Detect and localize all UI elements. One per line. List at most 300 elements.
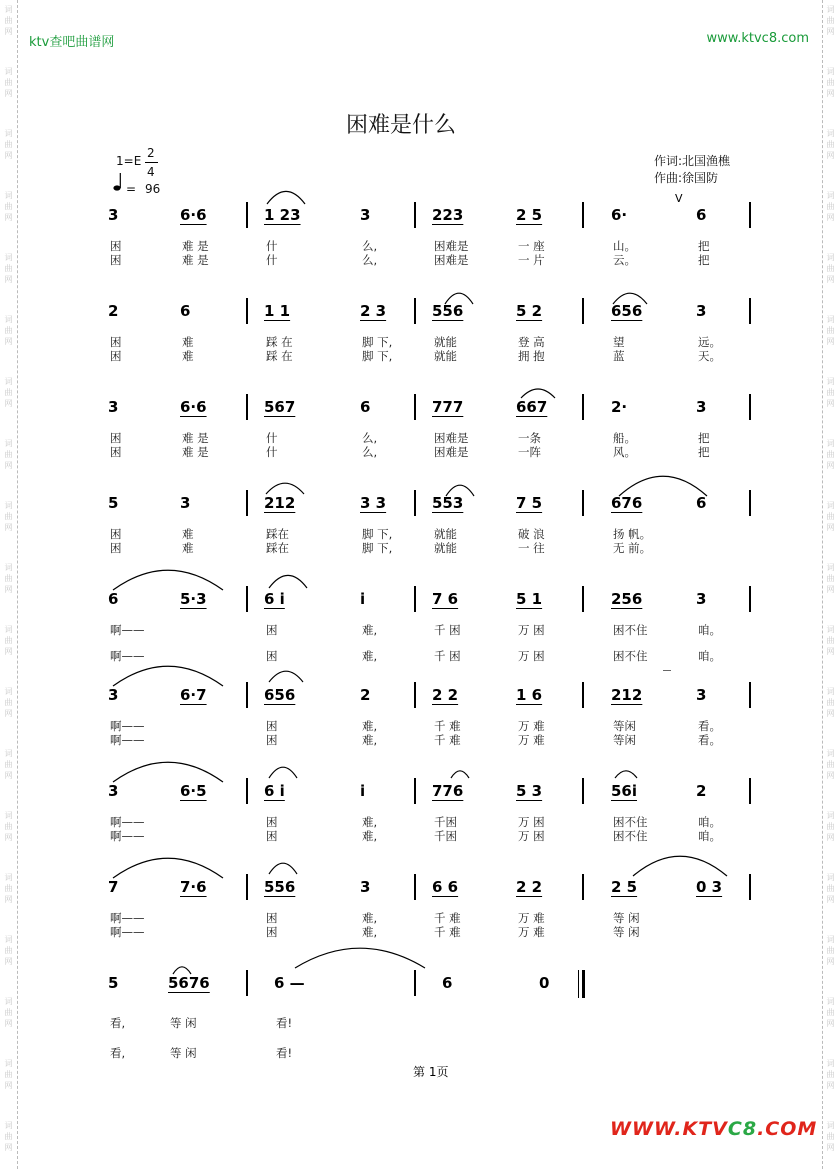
- note-group: 2: [108, 302, 119, 320]
- watermark-text: 词 曲 网: [826, 315, 835, 346]
- note-group: 3: [108, 782, 119, 800]
- lyric-syllable: 难 是: [182, 239, 209, 253]
- lyric-syllable: 困: [110, 527, 122, 541]
- note-group: 3 3: [360, 494, 387, 512]
- note-group: 1 1: [264, 302, 291, 320]
- watermark-text: 词 曲 网: [826, 5, 835, 36]
- bar-line: [749, 778, 751, 804]
- tempo-equals: =: [126, 182, 137, 196]
- logo-letter: C: [727, 1118, 743, 1140]
- bar-line: [582, 778, 584, 804]
- song-title: 困难是什么: [346, 113, 457, 138]
- note-group: 656: [611, 302, 643, 320]
- note-group: i: [360, 782, 366, 800]
- lyric-syllable: 一 片: [518, 253, 545, 267]
- note-group: 256: [611, 590, 643, 608]
- lyric-syllable: 就能: [434, 527, 457, 541]
- lyric-syllable: 把: [698, 431, 710, 445]
- watermark-text: 词 曲 网: [826, 1121, 835, 1152]
- lyric-syllable: 困: [110, 253, 122, 267]
- note-group: 56i: [611, 782, 638, 800]
- lyric-syllable: 难 是: [182, 253, 209, 267]
- lyric-syllable: 踩在: [266, 541, 289, 555]
- bar-line: [582, 298, 584, 324]
- slur-arc: [268, 574, 308, 590]
- site-logo: [610, 1118, 817, 1140]
- note-group: 3: [108, 398, 119, 416]
- note-group: 5676: [168, 974, 210, 992]
- watermark-text: 词 曲 网: [4, 439, 13, 470]
- composer-credit: 作曲:徐国防: [654, 171, 719, 185]
- lyric-syllable: 难,: [362, 733, 378, 747]
- bar-line: [246, 586, 248, 612]
- logo-letter: W: [631, 1118, 654, 1140]
- note-group: 2 5: [516, 206, 543, 224]
- logo-letter: O: [780, 1118, 798, 1140]
- slur-arc: [268, 862, 298, 876]
- slur-arc: [112, 568, 224, 592]
- lyric-syllable: 破 浪: [518, 527, 545, 541]
- time-signature-top: 2: [147, 146, 155, 160]
- slur-arc: [450, 770, 470, 780]
- slur-arc: [294, 946, 426, 970]
- lyric-syllable: 困难是: [434, 431, 469, 445]
- lyric-syllable: 等 闲: [613, 925, 640, 939]
- lyric-syllable: 咱。: [698, 649, 721, 663]
- lyric-syllable: 啊——: [110, 719, 145, 733]
- note-group: 0 3: [696, 878, 723, 896]
- final-bar-thin: [578, 970, 579, 998]
- slur-arc: [112, 664, 224, 688]
- site-url-link[interactable]: www.ktvc8.com: [706, 31, 809, 46]
- lyric-syllable: 踩 在: [266, 335, 293, 349]
- note-group: 3: [180, 494, 191, 512]
- bar-line: [414, 298, 416, 324]
- lyric-syllable: 困: [266, 815, 278, 829]
- note-group: 0: [539, 974, 550, 992]
- lyric-syllable: 咱。: [698, 815, 721, 829]
- watermark-text: 词 曲 网: [4, 997, 13, 1028]
- page-number: 第 1页: [413, 1065, 449, 1079]
- note-group: 212: [264, 494, 296, 512]
- bar-line: [246, 778, 248, 804]
- lyric-syllable: 困: [266, 733, 278, 747]
- lyric-syllable: 等 闲: [170, 1046, 197, 1060]
- bar-line: [749, 586, 751, 612]
- breath-mark: V: [675, 192, 683, 205]
- note-group: 5 3: [516, 782, 543, 800]
- lyric-syllable: 就能: [434, 335, 457, 349]
- note-group: 556: [432, 302, 464, 320]
- bar-line: [582, 394, 584, 420]
- lyric-syllable: 困: [110, 445, 122, 459]
- lyric-syllable: 啊——: [110, 815, 145, 829]
- note-group: 3: [696, 590, 707, 608]
- lyric-syllable: 脚 下,: [362, 541, 393, 555]
- lyric-syllable: 天。: [698, 349, 721, 363]
- watermark-text: 词 曲 网: [4, 1121, 13, 1152]
- lyric-syllable: 看,: [110, 1046, 126, 1060]
- slur-arc: [632, 854, 728, 878]
- watermark-text: 词 曲 网: [826, 129, 835, 160]
- watermark-text: 词 曲 网: [4, 67, 13, 98]
- lyric-syllable: 困: [266, 911, 278, 925]
- note-group: 6·5: [180, 782, 207, 800]
- lyric-syllable: 把: [698, 445, 710, 459]
- watermark-text: 词 曲 网: [4, 749, 13, 780]
- note-group: 6: [360, 398, 371, 416]
- logo-letter: C: [765, 1118, 781, 1140]
- bar-line: [246, 874, 248, 900]
- logo-letter: .: [757, 1118, 766, 1140]
- lyric-syllable: 困难是: [434, 445, 469, 459]
- note-group: 6 6: [432, 878, 459, 896]
- slur-arc: [662, 670, 672, 672]
- note-group: 6: [108, 590, 119, 608]
- note-group: 5: [108, 974, 119, 992]
- watermark-text: 词 曲 网: [826, 501, 835, 532]
- lyric-syllable: 啊——: [110, 733, 145, 747]
- site-name-link[interactable]: ktv查吧曲谱网: [29, 35, 115, 50]
- watermark-text: 词 曲 网: [826, 191, 835, 222]
- bar-line: [582, 874, 584, 900]
- note-group: 5: [108, 494, 119, 512]
- note-group: 776: [432, 782, 464, 800]
- lyric-syllable: 困不住: [613, 829, 648, 843]
- lyric-syllable: 万 难: [518, 733, 545, 747]
- lyric-syllable: 千 难: [434, 719, 461, 733]
- lyric-syllable: 云。: [613, 253, 636, 267]
- lyric-syllable: 么,: [362, 445, 378, 459]
- lyric-syllable: 脚 下,: [362, 527, 393, 541]
- lyric-syllable: 踩 在: [266, 349, 293, 363]
- lyric-syllable: 难: [182, 541, 194, 555]
- tempo-value: 96: [145, 182, 161, 196]
- lyric-syllable: 啊——: [110, 911, 145, 925]
- watermark-text: 词 曲 网: [826, 687, 835, 718]
- note-group: 3: [360, 206, 371, 224]
- watermark-text: 词 曲 网: [4, 377, 13, 408]
- lyric-syllable: 望: [613, 335, 625, 349]
- note-group: 6 —: [274, 974, 305, 992]
- lyric-syllable: 困: [266, 719, 278, 733]
- note-group: 567: [264, 398, 296, 416]
- logo-letter: 8: [742, 1118, 758, 1140]
- lyric-syllable: 一 往: [518, 541, 545, 555]
- slur-arc: [614, 770, 638, 780]
- lyric-syllable: 什: [266, 253, 278, 267]
- lyric-syllable: 困不住: [613, 623, 648, 637]
- logo-letter: V: [712, 1118, 728, 1140]
- watermark-text: 词 曲 网: [826, 439, 835, 470]
- logo-letter: K: [682, 1118, 699, 1140]
- note-group: 553: [432, 494, 464, 512]
- bar-line: [414, 586, 416, 612]
- lyric-syllable: 把: [698, 253, 710, 267]
- note-group: 667: [516, 398, 548, 416]
- bar-line: [246, 490, 248, 516]
- site-logo-text: [610, 1118, 817, 1140]
- note-group: 3: [696, 686, 707, 704]
- lyric-syllable: 千困: [434, 829, 457, 843]
- note-group: 676: [611, 494, 643, 512]
- lyric-syllable: 万 困: [518, 623, 545, 637]
- lyric-syllable: 难: [182, 349, 194, 363]
- bar-line: [414, 970, 416, 996]
- bar-line: [749, 202, 751, 228]
- watermark-text: 词 曲 网: [4, 563, 13, 594]
- lyric-syllable: 难: [182, 527, 194, 541]
- bar-line: [414, 778, 416, 804]
- lyric-syllable: 蓝: [613, 349, 625, 363]
- lyric-syllable: 困: [110, 335, 122, 349]
- lyric-syllable: 困: [266, 829, 278, 843]
- note-group: 2 2: [516, 878, 543, 896]
- note-group: 223: [432, 206, 464, 224]
- lyric-syllable: 困: [110, 239, 122, 253]
- bar-line: [414, 874, 416, 900]
- bar-line: [582, 586, 584, 612]
- lyric-syllable: 扬 帆。: [613, 527, 652, 541]
- lyric-syllable: 什: [266, 431, 278, 445]
- lyric-syllable: 就能: [434, 541, 457, 555]
- watermark-text: 词 曲 网: [4, 5, 13, 36]
- lyric-syllable: 困: [110, 541, 122, 555]
- watermark-text: 词 曲 网: [4, 873, 13, 904]
- note-group: 2 3: [360, 302, 387, 320]
- lyric-syllable: 么,: [362, 239, 378, 253]
- lyric-syllable: 难,: [362, 925, 378, 939]
- bar-line: [246, 202, 248, 228]
- logo-letter: T: [698, 1118, 713, 1140]
- watermark-text: 词 曲 网: [4, 501, 13, 532]
- lyric-syllable: 难,: [362, 719, 378, 733]
- note-group: 3: [108, 206, 119, 224]
- lyric-syllable: 困不住: [613, 815, 648, 829]
- note-group: 777: [432, 398, 464, 416]
- lyric-syllable: 咱。: [698, 829, 721, 843]
- lyric-syllable: 千 困: [434, 649, 461, 663]
- note-group: 6·6: [180, 206, 207, 224]
- note-group: 212: [611, 686, 643, 704]
- watermark-text: 词 曲 网: [826, 1059, 835, 1090]
- note-group: 6·7: [180, 686, 207, 704]
- lyric-syllable: 等 闲: [170, 1016, 197, 1030]
- lyric-syllable: 船。: [613, 431, 636, 445]
- bar-line: [582, 490, 584, 516]
- watermark-text: 词 曲 网: [826, 625, 835, 656]
- lyric-syllable: 什: [266, 239, 278, 253]
- lyric-syllable: 看。: [698, 733, 721, 747]
- note-group: 3: [696, 302, 707, 320]
- bar-line: [414, 202, 416, 228]
- watermark-text: 词 曲 网: [826, 563, 835, 594]
- key-signature: 1=E: [116, 154, 142, 168]
- bar-line: [246, 298, 248, 324]
- bar-line: [749, 298, 751, 324]
- note-group: 6 i: [264, 782, 285, 800]
- lyric-syllable: 千 难: [434, 911, 461, 925]
- lyric-syllable: 一条: [518, 431, 541, 445]
- lyric-syllable: 脚 下,: [362, 335, 393, 349]
- lyric-syllable: 无 前。: [613, 541, 652, 555]
- lyric-syllable: 千 难: [434, 733, 461, 747]
- right-dashed-line: [822, 0, 823, 1169]
- lyric-syllable: 千 难: [434, 925, 461, 939]
- slur-arc: [268, 670, 304, 684]
- lyric-syllable: 等闲: [613, 719, 636, 733]
- note-group: 656: [264, 686, 296, 704]
- lyric-syllable: 啊——: [110, 649, 145, 663]
- note-group: 2·: [611, 398, 628, 416]
- lyric-syllable: 么,: [362, 431, 378, 445]
- lyric-syllable: 万 困: [518, 829, 545, 843]
- note-group: 2 5: [611, 878, 638, 896]
- lyric-syllable: 困: [266, 925, 278, 939]
- watermark-text: 词 曲 网: [826, 749, 835, 780]
- lyric-syllable: 什: [266, 445, 278, 459]
- lyric-syllable: 拥 抱: [518, 349, 545, 363]
- lyric-syllable: 困: [110, 431, 122, 445]
- bar-line: [749, 682, 751, 708]
- lyric-syllable: 啊——: [110, 925, 145, 939]
- note-group: 7 6: [432, 590, 459, 608]
- lyric-syllable: 看!: [276, 1016, 293, 1030]
- note-group: 6·6: [180, 398, 207, 416]
- lyric-syllable: 难,: [362, 623, 378, 637]
- lyric-syllable: 看。: [698, 719, 721, 733]
- note-group: 2: [360, 686, 371, 704]
- note-group: 1 6: [516, 686, 543, 704]
- bar-line: [246, 682, 248, 708]
- logo-letter: W: [653, 1118, 675, 1140]
- watermark-text: 词 曲 网: [4, 811, 13, 842]
- note-group: 7: [108, 878, 119, 896]
- note-group: 6: [696, 494, 707, 512]
- lyric-syllable: 万 困: [518, 649, 545, 663]
- bar-line: [582, 202, 584, 228]
- lyric-syllable: 等闲: [613, 733, 636, 747]
- lyric-syllable: 困: [110, 349, 122, 363]
- lyric-syllable: 一阵: [518, 445, 541, 459]
- bar-line: [246, 394, 248, 420]
- note-group: 5·3: [180, 590, 207, 608]
- lyric-syllable: 啊——: [110, 829, 145, 843]
- bar-line: [414, 490, 416, 516]
- left-margin-watermark: [0, 0, 18, 1169]
- note-group: 6·: [611, 206, 628, 224]
- lyric-syllable: 难,: [362, 911, 378, 925]
- watermark-text: 词 曲 网: [4, 129, 13, 160]
- slur-arc: [266, 190, 306, 206]
- lyric-syllable: 等 闲: [613, 911, 640, 925]
- watermark-text: 词 曲 网: [826, 811, 835, 842]
- note-group: 1 23: [264, 206, 301, 224]
- lyricist-credit: 作词:北国渔樵: [654, 154, 731, 168]
- watermark-text: 词 曲 网: [4, 687, 13, 718]
- note-group: 6: [442, 974, 453, 992]
- lyric-syllable: 么,: [362, 253, 378, 267]
- lyric-syllable: 难 是: [182, 445, 209, 459]
- lyric-syllable: 万 困: [518, 815, 545, 829]
- slur-arc: [112, 856, 224, 880]
- note-group: 7 5: [516, 494, 543, 512]
- logo-letter: W: [610, 1118, 632, 1140]
- lyric-syllable: 难 是: [182, 431, 209, 445]
- left-dashed-line: [17, 0, 18, 1169]
- note-group: i: [360, 590, 366, 608]
- lyric-syllable: 困: [266, 623, 278, 637]
- slur-arc: [112, 760, 224, 784]
- lyric-syllable: 千 困: [434, 623, 461, 637]
- lyric-syllable: 千困: [434, 815, 457, 829]
- note-group: 3: [360, 878, 371, 896]
- logo-letter: .: [674, 1118, 683, 1140]
- bar-line: [749, 874, 751, 900]
- watermark-text: 词 曲 网: [4, 191, 13, 222]
- quarter-note-icon: [113, 172, 123, 196]
- note-group: 556: [264, 878, 296, 896]
- note-group: 2 2: [432, 686, 459, 704]
- lyric-syllable: 万 难: [518, 925, 545, 939]
- final-bar-thick: [582, 970, 585, 998]
- note-group: 6: [696, 206, 707, 224]
- lyric-syllable: 一 座: [518, 239, 545, 253]
- note-group: 7·6: [180, 878, 207, 896]
- bar-line: [582, 682, 584, 708]
- bar-line: [414, 394, 416, 420]
- lyric-syllable: 远。: [698, 335, 721, 349]
- lyric-syllable: 困不住: [613, 649, 648, 663]
- lyric-syllable: 啊——: [110, 623, 145, 637]
- lyric-syllable: 难,: [362, 649, 378, 663]
- lyric-syllable: 难,: [362, 815, 378, 829]
- note-group: 3: [696, 398, 707, 416]
- note-group: 6: [180, 302, 191, 320]
- lyric-syllable: 困难是: [434, 239, 469, 253]
- lyric-syllable: 山。: [613, 239, 636, 253]
- lyric-syllable: 困难是: [434, 253, 469, 267]
- watermark-text: 词 曲 网: [826, 935, 835, 966]
- lyric-syllable: 就能: [434, 349, 457, 363]
- lyric-syllable: 脚 下,: [362, 349, 393, 363]
- lyric-syllable: 咱。: [698, 623, 721, 637]
- logo-letter: M: [797, 1118, 818, 1140]
- lyric-syllable: 踩在: [266, 527, 289, 541]
- note-group: 2: [696, 782, 707, 800]
- lyric-syllable: 万 难: [518, 911, 545, 925]
- note-group: 3: [108, 686, 119, 704]
- lyric-syllable: 登 高: [518, 335, 545, 349]
- watermark-text: 词 曲 网: [4, 253, 13, 284]
- lyric-syllable: 看,: [110, 1016, 126, 1030]
- lyric-syllable: 把: [698, 239, 710, 253]
- bar-line: [414, 682, 416, 708]
- watermark-text: 词 曲 网: [4, 625, 13, 656]
- watermark-text: 词 曲 网: [826, 253, 835, 284]
- bar-line: [749, 394, 751, 420]
- lyric-syllable: 困: [266, 649, 278, 663]
- right-margin-watermark: [822, 0, 840, 1169]
- lyric-syllable: 风。: [613, 445, 636, 459]
- bar-line: [246, 970, 248, 996]
- time-signature-line: [145, 162, 158, 163]
- watermark-text: 词 曲 网: [826, 377, 835, 408]
- note-group: 5 2: [516, 302, 543, 320]
- watermark-text: 词 曲 网: [826, 873, 835, 904]
- watermark-text: 词 曲 网: [4, 1059, 13, 1090]
- lyric-syllable: 难,: [362, 829, 378, 843]
